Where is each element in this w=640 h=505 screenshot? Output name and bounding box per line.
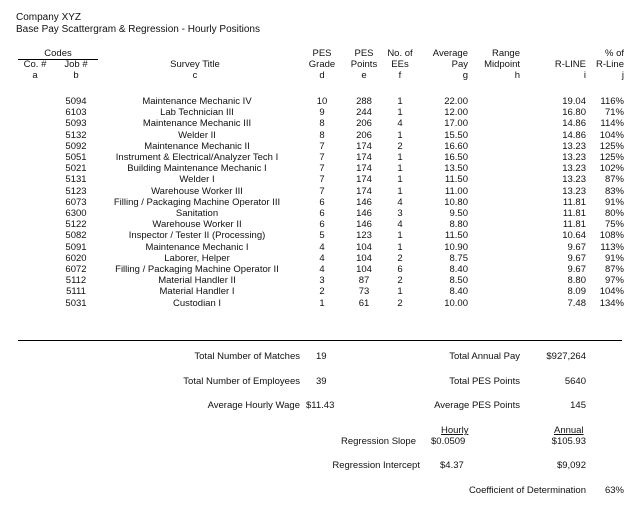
cell-rline: 8.09	[567, 286, 586, 298]
cell-pay: 10.90	[444, 241, 468, 253]
cell-points: 174	[356, 174, 372, 186]
col-pct-header-1: % of	[604, 48, 624, 59]
cell-pay: 22.00	[444, 96, 468, 107]
summary-divider	[18, 340, 622, 341]
table-row	[0, 286, 640, 297]
cell-pay: 8.75	[449, 252, 468, 264]
cell-rline: 7.48	[567, 297, 586, 309]
cell-job: 5122	[65, 219, 87, 231]
intercept-label: Regression Intercept	[332, 460, 420, 471]
cell-job: 5112	[65, 275, 87, 287]
col-pct-letter: j	[621, 70, 624, 81]
cell-title: Laborer, Helper	[164, 252, 230, 264]
cell-pct: 125%	[599, 152, 624, 163]
cell-job: 5031	[65, 297, 87, 309]
cell-grade: 7	[319, 140, 325, 152]
cell-pct: 104%	[599, 286, 624, 298]
cell-points: 123	[356, 230, 372, 242]
cell-ees: 2	[397, 252, 403, 264]
codes-group-header: Codes	[44, 48, 72, 59]
cell-rline: 13.23	[562, 185, 586, 197]
cell-title: Welder I	[179, 174, 215, 186]
cell-ees: 4	[397, 196, 403, 208]
table-row	[0, 174, 640, 185]
col-ees-header-1: No. of	[387, 48, 413, 59]
cell-job: 5093	[65, 118, 87, 130]
cell-grade: 7	[319, 174, 325, 186]
cell-rline: 13.23	[562, 152, 586, 163]
col-co-letter: a	[32, 70, 38, 81]
cell-title: Maintenance Mechanic II	[144, 140, 250, 152]
cell-points: 146	[356, 219, 372, 231]
cell-title: Welder II	[178, 129, 216, 141]
cell-title: Material Handler I	[159, 286, 235, 298]
cell-grade: 7	[319, 185, 325, 197]
table-row	[0, 118, 640, 129]
annual-header: Annual	[554, 425, 584, 436]
cell-rline: 13.23	[562, 174, 586, 186]
cell-points: 174	[356, 152, 372, 163]
cell-pay: 11.00	[444, 185, 468, 197]
cell-points: 73	[358, 286, 370, 298]
table-row	[0, 264, 640, 275]
col-points-header-1: PES	[354, 48, 374, 59]
cell-pct: 102%	[599, 163, 624, 175]
cell-pct: 134%	[599, 297, 624, 309]
cell-ees: 4	[397, 118, 403, 130]
cell-rline: 16.80	[562, 107, 586, 119]
col-points-header-2: Points	[350, 59, 378, 70]
cell-ees: 2	[397, 275, 403, 287]
table-row	[0, 230, 640, 241]
table-row	[0, 107, 640, 118]
cell-rline: 9.67	[567, 264, 586, 275]
cell-pay: 10.80	[444, 196, 468, 208]
cell-ees: 2	[397, 140, 403, 152]
slope-hourly: $0.0509	[431, 436, 466, 447]
cell-job: 6072	[65, 264, 87, 275]
cell-points: 244	[356, 107, 372, 119]
cell-job: 5092	[65, 140, 87, 152]
cell-rline: 13.23	[562, 140, 586, 152]
cell-title: Filling / Packaging Machine Operator III	[113, 196, 281, 208]
table-row	[0, 186, 640, 197]
cell-title: Maintenance Mechanic I	[145, 241, 249, 253]
cell-points: 206	[356, 129, 372, 141]
cell-points: 104	[356, 241, 372, 253]
cell-job: 6020	[65, 252, 87, 264]
cell-job: 6300	[65, 208, 87, 219]
cell-points: 87	[358, 275, 370, 287]
cell-title: Filling / Packaging Machine Operator II	[115, 264, 279, 275]
cell-ees: 1	[397, 129, 403, 141]
cell-grade: 5	[319, 230, 325, 242]
cell-pct: 113%	[600, 241, 624, 253]
cell-ees: 2	[397, 297, 403, 309]
employees-label: Total Number of Employees	[183, 376, 300, 387]
pes-points-label: Total PES Points	[449, 376, 520, 387]
annual-pay-value: $927,264	[546, 351, 586, 362]
cell-ees: 1	[397, 241, 403, 253]
cell-grade: 8	[319, 129, 325, 141]
annual-pay-label: Total Annual Pay	[449, 351, 520, 362]
col-job-letter: b	[73, 70, 79, 81]
table-row	[0, 242, 640, 253]
table-row	[0, 152, 640, 163]
cell-points: 174	[356, 163, 372, 175]
cell-points: 174	[356, 140, 372, 152]
table-row	[0, 208, 640, 219]
cell-points: 206	[356, 118, 372, 130]
cell-pct: 114%	[600, 118, 624, 130]
report-subtitle: Base Pay Scattergram & Regression - Hourly Positions	[16, 24, 260, 35]
table-row	[0, 141, 640, 152]
cell-ees: 1	[397, 152, 403, 163]
cell-rline: 10.64	[562, 230, 586, 242]
cell-pay: 15.50	[444, 129, 468, 141]
cell-grade: 2	[319, 286, 325, 298]
cell-pct: 116%	[600, 96, 624, 107]
cell-pay: 8.40	[449, 286, 468, 298]
matches-label: Total Number of Matches	[194, 351, 300, 362]
cell-job: 5021	[65, 163, 87, 175]
cell-pct: 87%	[604, 264, 624, 275]
col-co-header: Co. #	[23, 59, 47, 70]
avg-wage-value: $11.43	[306, 400, 335, 411]
cell-ees: 1	[397, 163, 403, 175]
cell-ees: 1	[397, 230, 403, 242]
cell-rline: 19.04	[562, 96, 586, 107]
cell-title: Warehouse Worker II	[152, 219, 242, 231]
col-mid-header-1: Range	[492, 48, 520, 59]
cell-pct: 83%	[604, 185, 624, 197]
cell-rline: 11.81	[562, 208, 586, 219]
cell-pay: 16.50	[444, 152, 468, 163]
cell-rline: 8.80	[567, 275, 586, 287]
cell-pay: 11.50	[444, 174, 468, 186]
avg-pes-value: 145	[570, 400, 586, 411]
company-name: Company XYZ	[16, 12, 82, 23]
cell-ees: 4	[397, 219, 403, 231]
cell-title: Warehouse Worker III	[151, 185, 243, 197]
cell-title: Sanitation	[175, 208, 219, 219]
col-rline-letter: i	[583, 70, 586, 81]
cell-ees: 1	[397, 185, 403, 197]
matches-value: 19	[316, 351, 327, 362]
cell-job: 5051	[65, 152, 87, 163]
cell-ees: 1	[397, 286, 403, 298]
cod-label: Coefficient of Determination	[468, 485, 586, 496]
cell-pct: 87%	[604, 174, 624, 186]
cell-job: 6103	[65, 107, 87, 119]
col-title-header: Survey Title	[170, 59, 220, 70]
cell-rline: 9.67	[567, 241, 586, 253]
cell-points: 146	[356, 196, 372, 208]
cell-grade: 9	[319, 107, 325, 119]
cell-job: 5131	[65, 174, 87, 186]
table-row	[0, 253, 640, 264]
cell-grade: 3	[319, 275, 325, 287]
cell-title: Lab Technician III	[160, 107, 234, 119]
cell-pct: 108%	[599, 230, 624, 242]
cell-rline: 11.81	[562, 219, 586, 231]
col-ees-letter: f	[398, 70, 402, 81]
col-job-header: Job #	[64, 59, 88, 70]
hourly-header: Hourly	[441, 425, 469, 436]
slope-label: Regression Slope	[341, 436, 416, 447]
cod-value: 63%	[604, 485, 624, 496]
cell-ees: 1	[397, 174, 403, 186]
cell-pay: 8.40	[449, 264, 468, 275]
avg-pes-label: Average PES Points	[434, 400, 520, 411]
table-row	[0, 163, 640, 174]
cell-pay: 8.50	[449, 275, 468, 287]
cell-rline: 9.67	[567, 252, 586, 264]
cell-grade: 1	[319, 297, 325, 309]
cell-pct: 91%	[604, 252, 624, 264]
avg-wage-label: Average Hourly Wage	[207, 400, 300, 411]
cell-grade: 4	[319, 264, 325, 275]
slope-annual: $105.93	[551, 436, 586, 447]
table-row	[0, 96, 640, 107]
cell-points: 146	[356, 208, 372, 219]
cell-grade: 6	[319, 208, 325, 219]
table-row	[0, 298, 640, 309]
cell-job: 6073	[65, 196, 87, 208]
cell-pay: 11.50	[444, 230, 468, 242]
cell-pct: 91%	[604, 196, 624, 208]
table-row	[0, 275, 640, 286]
cell-pay: 17.00	[444, 118, 468, 130]
cell-title: Maintenance Mechanic III	[142, 118, 252, 130]
cell-grade: 7	[319, 152, 325, 163]
table-row	[0, 197, 640, 208]
col-title-letter: c	[192, 70, 198, 81]
cell-pct: 71%	[604, 107, 624, 119]
cell-job: 5132	[65, 129, 87, 141]
cell-pct: 97%	[604, 275, 624, 287]
cell-ees: 1	[397, 96, 403, 107]
intercept-hourly: $4.37	[440, 460, 464, 471]
col-pay-letter: g	[462, 70, 468, 81]
cell-ees: 3	[397, 208, 403, 219]
col-ees-header-2: EEs	[391, 59, 409, 70]
cell-pct: 125%	[599, 140, 624, 152]
cell-ees: 6	[397, 264, 403, 275]
col-points-letter: e	[361, 70, 367, 81]
table-row	[0, 219, 640, 230]
col-grade-header-2: Grade	[308, 59, 336, 70]
cell-grade: 4	[319, 241, 325, 253]
cell-grade: 10	[316, 96, 328, 107]
cell-title: Instrument & Electrical/Analyzer Tech I	[115, 152, 279, 163]
cell-grade: 6	[319, 196, 325, 208]
cell-points: 288	[356, 96, 372, 107]
col-pct-header-2: R-Line	[596, 59, 624, 70]
cell-pay: 8.80	[449, 219, 468, 231]
cell-grade: 4	[319, 252, 325, 264]
cell-pay: 10.00	[444, 297, 468, 309]
cell-pct: 104%	[599, 129, 624, 141]
cell-rline: 11.81	[562, 196, 586, 208]
cell-job: 5111	[66, 286, 86, 298]
cell-grade: 8	[319, 118, 325, 130]
col-rline-header: R-LINE	[554, 59, 586, 70]
col-pay-header-1: Average	[432, 48, 468, 59]
cell-rline: 13.23	[562, 163, 586, 175]
cell-title: Inspector / Tester II (Processing)	[128, 230, 266, 242]
cell-points: 104	[356, 252, 372, 264]
cell-title: Maintenance Mechanic IV	[142, 96, 252, 107]
cell-job: 5123	[65, 185, 87, 197]
cell-title: Custodian I	[172, 297, 222, 309]
cell-pct: 80%	[604, 208, 624, 219]
cell-pay: 16.60	[444, 140, 468, 152]
table-row	[0, 130, 640, 141]
cell-job: 5091	[65, 241, 87, 253]
cell-job: 5094	[65, 96, 87, 107]
cell-ees: 1	[397, 107, 403, 119]
cell-grade: 6	[319, 219, 325, 231]
employees-value: 39	[316, 376, 327, 387]
cell-points: 61	[358, 297, 370, 309]
cell-title: Building Maintenance Mechanic I	[127, 163, 267, 175]
col-grade-header-1: PES	[312, 48, 332, 59]
pes-points-value: 5640	[564, 376, 586, 387]
cell-job: 5082	[65, 230, 87, 242]
cell-pay: 13.50	[444, 163, 468, 175]
cell-pay: 9.50	[449, 208, 468, 219]
cell-pct: 75%	[604, 219, 624, 231]
cell-pay: 12.00	[444, 107, 468, 119]
col-mid-letter: h	[514, 70, 520, 81]
col-pay-header-2: Pay	[451, 59, 468, 70]
cell-rline: 14.86	[562, 118, 586, 130]
intercept-annual: $9,092	[556, 460, 586, 471]
cell-points: 174	[356, 185, 372, 197]
cell-rline: 14.86	[562, 129, 586, 141]
col-grade-letter: d	[319, 70, 325, 81]
cell-points: 104	[356, 264, 372, 275]
cell-title: Material Handler II	[158, 275, 236, 287]
col-mid-header-2: Midpoint	[484, 59, 520, 70]
cell-grade: 7	[319, 163, 325, 175]
